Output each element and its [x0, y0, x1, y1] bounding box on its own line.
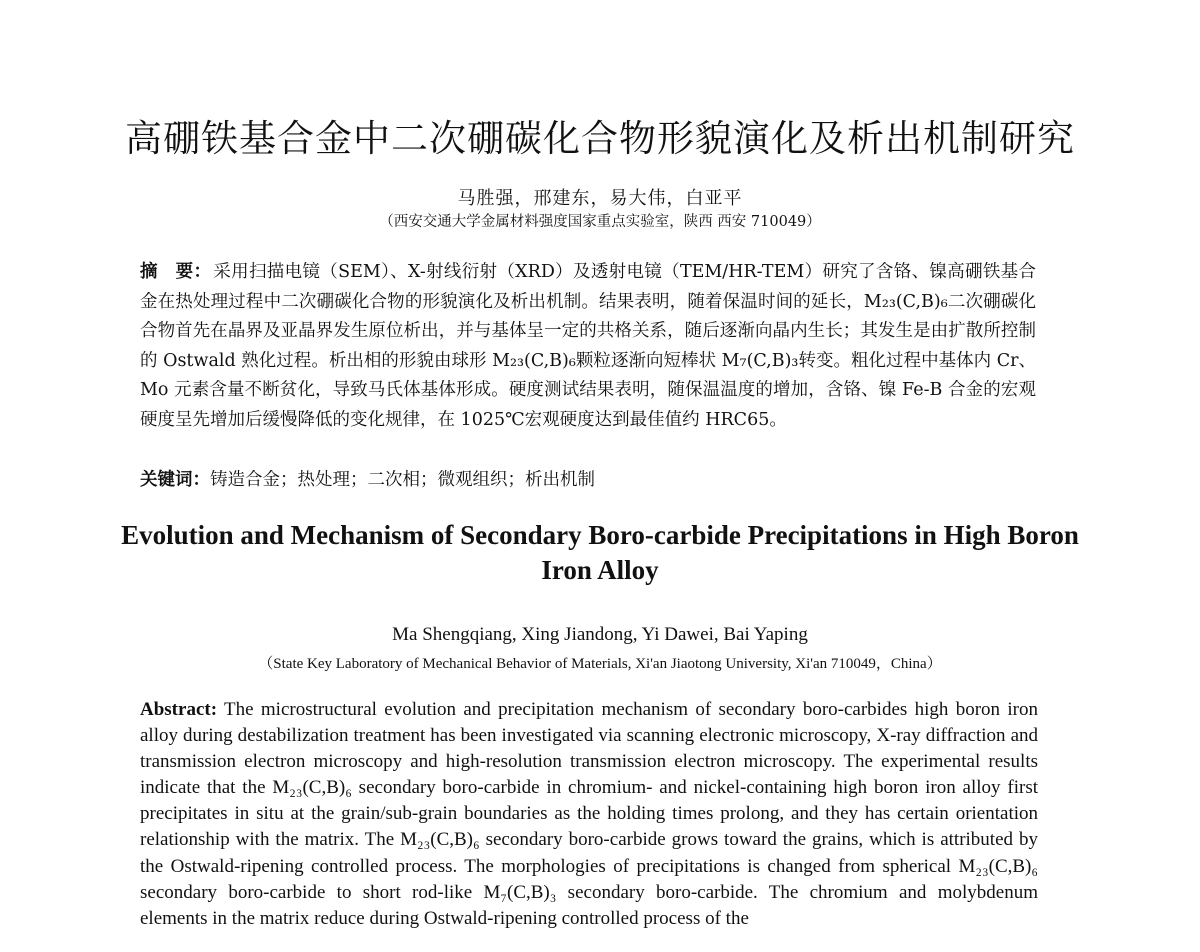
abstract-english-label: Abstract:	[140, 699, 218, 720]
abstract-english	[140, 697, 1038, 932]
keywords-chinese	[140, 466, 1036, 496]
abstract-english-text: The microstructural evolution and precipitation mechanism of secondary boro-carbides high boron iron alloy during destabilization treatment has been investigated via scanning electronic microscopy, X-ray diffraction and transmission electron microscopy and high-resolution transmission electron microscopy. The experimental results indicate that the M₂₃(C,B)₆ secondary boro-carbide in chromium- and nickel-containing high boron iron alloy first precipitates in situ at the grain/sub-grain boundaries as the holding times prolong, and they has certain orientation relationship with the matrix. The M₂₃(C,B)₆ secondary boro-carbide grows toward the grains, which is attributed by the Ostwald-ripening controlled process. The morphologies of precipitations is changed from spherical M₂₃(C,B)₆ secondary boro-carbide to short rod-like M₇(C,B)₃ secondary boro-carbide. The chromium and molybdenum elements in the matrix reduce during Ostwald-ripening controlled process of the	[140, 699, 1038, 929]
affiliation-english: （State Key Laboratory of Mechanical Behavior of Materials, Xi'an Jiaotong University, Xi'an 710049，China）	[258, 656, 942, 672]
authors-chinese: 马胜强，邢建东，易大伟，白亚平	[457, 188, 743, 209]
authors-english: Ma Shengqiang, Xing Jiandong, Yi Dawei, Bai Yaping	[392, 624, 808, 645]
abstract-chinese-label: 摘 要：	[140, 262, 212, 282]
abstract-chinese	[140, 258, 1036, 435]
keywords-chinese-text: 铸造合金；热处理；二次相；微观组织；析出机制	[210, 470, 595, 490]
keywords-chinese-label: 关键词：	[140, 470, 210, 490]
affiliation-chinese: （西安交通大学金属材料强度国家重点实验室，陕西 西安 710049）	[379, 214, 821, 230]
title-chinese: 高硼铁基合金中二次硼碳化合物形貌演化及析出机制研究	[125, 117, 1075, 160]
abstract-chinese-text: 采用扫描电镜（SEM）、X-射线衍射（XRD）及透射电镜（TEM/HR-TEM）研究了含铬、镍高硼铁基合金在热处理过程中二次硼碳化合物的形貌演化及析出机制。结果表明，随着保温时间的延长，M₂₃(C,B)₆二次硼碳化合物首先在晶界及亚晶界发生原位析出，并与基体呈一定的共格关系，随后逐渐向晶内生长；其发生是由扩散所控制的 Ostwald 熟化过程。析出相的形貌由球形 M₂₃(C,B)₆颗粒逐渐向短棒状 M₇(C,B)₃转变。粗化过程中基体内 Cr、Mo 元素含量不断贫化，导致马氏体基体形成。硬度测试结果表明，随保温温度的增加，含铬、镍 Fe-B 合金的宏观硬度呈先增加后缓慢降低的变化规律，在 1025℃宏观硬度达到最佳值约 HRC65。	[140, 262, 1037, 430]
title-english: Evolution and Mechanism of Secondary Boro-carbide Precipitations in High Boron Iron Alloy	[121, 520, 1079, 585]
